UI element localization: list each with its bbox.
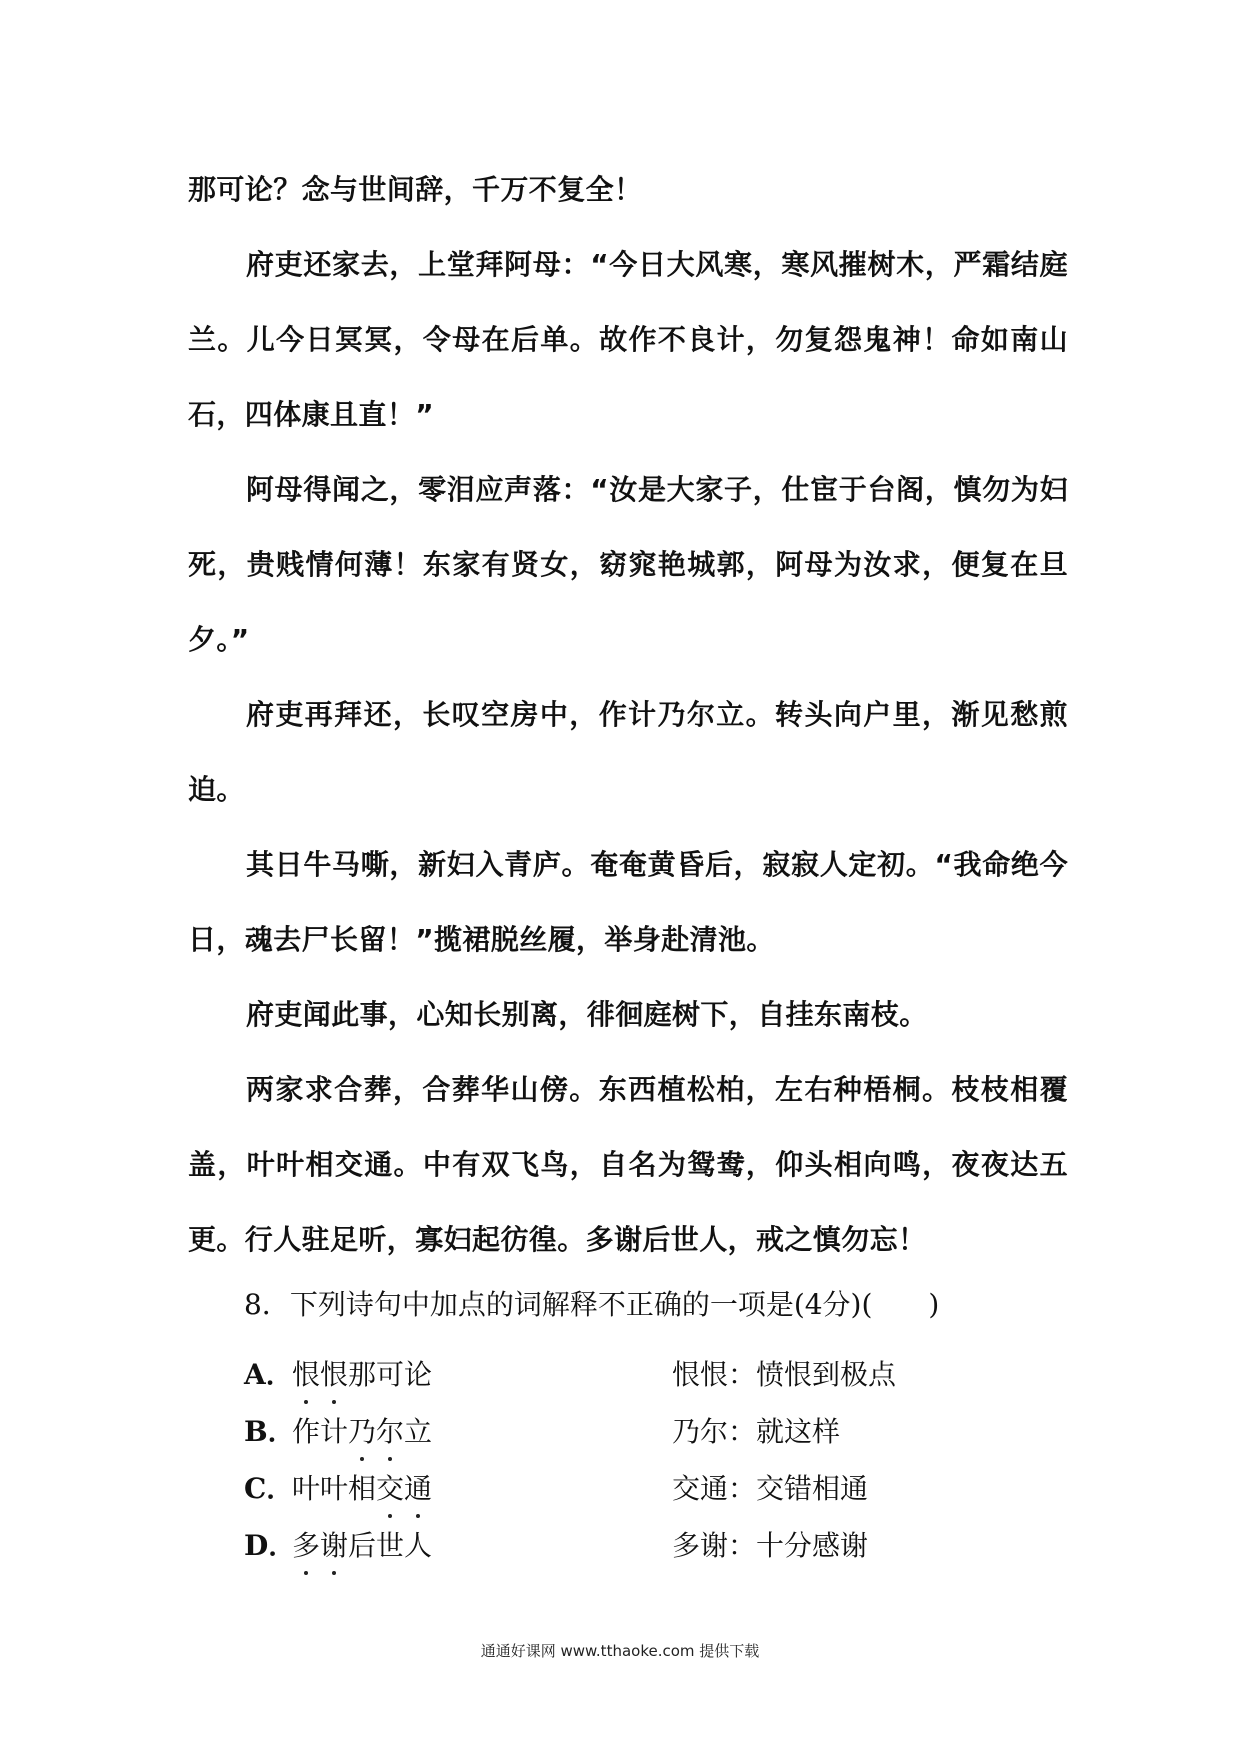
option-letter: B． <box>244 1415 296 1448</box>
passage-paragraph-2: 府吏还家去，上堂拜阿母：“今日大风寒，寒风摧树木，严霜结庭兰。儿今日冥冥，令母在后单。故作不良计，勿复怨鬼神！命如南山石，四体康且直！” <box>188 248 1068 431</box>
footer-watermark: 通通好课网 www.tthaoke.com 提供下载 <box>480 1642 760 1660</box>
option-line <box>292 1526 672 1566</box>
option-line <box>292 1355 672 1395</box>
option-text-before: 叶叶相 <box>292 1472 377 1505</box>
question-options <box>244 1355 1004 1583</box>
option-text-after: 后世人 <box>348 1529 433 1562</box>
option-gloss: 多谢：十分感谢 <box>672 1529 869 1562</box>
passage-paragraph-3: 阿母得闻之，零泪应声落：“汝是大家子，仕宦于台阁，慎勿为妇死，贵贱情何薄！东家有贤女，窈窕艳城郭，阿母为汝求，便复在旦夕。” <box>188 473 1068 656</box>
dotted-word <box>292 1529 348 1562</box>
passage-paragraph-5: 其日牛马嘶，新妇入青庐。奄奄黄昏后，寂寂人定初。“我命绝今日，魂去尸长留！”揽裙脱丝履，举身赴清池。 <box>188 848 1068 956</box>
option-b <box>244 1412 1004 1469</box>
dotted-char: 多 <box>292 1526 320 1566</box>
dotted-word <box>348 1415 404 1448</box>
option-line <box>292 1412 672 1452</box>
option-letter: D． <box>244 1529 297 1562</box>
passage-paragraph-7: 两家求合葬，合葬华山傍。东西植松柏，左右种梧桐。枝枝相覆盖，叶叶相交通。中有双飞鸟，自名为鸳鸯，仰头相向鸣，夜夜达五更。行人驻足听，寡妇起彷徨。多谢后世人，戒之慎勿忘！ <box>188 1073 1068 1256</box>
option-letter: A． <box>244 1358 294 1391</box>
dotted-word <box>292 1358 348 1391</box>
option-text-after: 立 <box>404 1415 433 1448</box>
option-c <box>244 1469 1004 1526</box>
dotted-char: 尔 <box>376 1412 404 1452</box>
option-gloss: 恨恨：愤恨到极点 <box>672 1358 897 1391</box>
option-gloss: 乃尔：就这样 <box>672 1415 841 1448</box>
option-gloss: 交通：交错相通 <box>672 1472 869 1505</box>
poem-passage <box>188 152 1068 1277</box>
passage-paragraph-6: 府吏闻此事，心知长别离，徘徊庭树下，自挂东南枝。 <box>246 998 928 1031</box>
dotted-char: 交 <box>376 1469 404 1509</box>
dotted-char: 恨 <box>320 1355 348 1395</box>
dotted-char: 谢 <box>320 1526 348 1566</box>
passage-paragraph-4: 府吏再拜还，长叹空房中，作计乃尔立。转头向户里，渐见愁煎迫。 <box>188 698 1068 806</box>
option-a <box>244 1355 1004 1412</box>
dotted-word <box>376 1472 432 1505</box>
dotted-char: 恨 <box>292 1355 320 1395</box>
option-letter: C． <box>244 1472 295 1505</box>
dotted-char: 乃 <box>348 1412 376 1452</box>
option-text-before: 作计 <box>292 1415 349 1448</box>
option-d <box>244 1526 1004 1583</box>
dotted-char: 通 <box>404 1469 432 1509</box>
option-line <box>292 1469 672 1509</box>
question-stem: 8．下列诗句中加点的词解释不正确的一项是(4分)( ) <box>244 1288 940 1321</box>
option-text-after: 那可论 <box>348 1358 433 1391</box>
passage-paragraph-1: 那可论？念与世间辞，千万不复全！ <box>188 173 643 206</box>
